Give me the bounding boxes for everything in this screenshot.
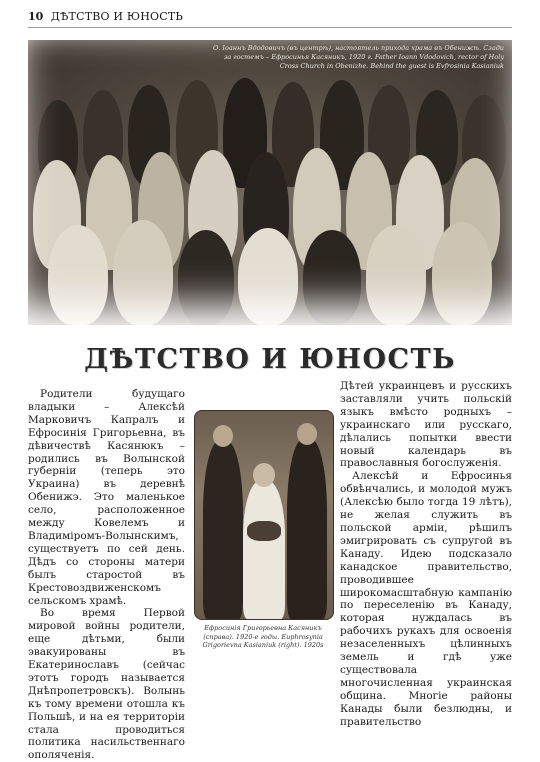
paragraph: Алексѣй и Ефросинья обвѣнчались, и молодой мужъ (Алексѣю было тогда 19 лѣтъ), не желая служить въ польской арміи, рѣшилъ эмигрировать съ супругой въ Канаду. Идею подсказало канадское правительство, проводившее широкомасштабную кампанію по переселенію въ Канаду, которая нуждалась въ рабочихъ рукахъ для освоенія незаселенныхъ цѣлинныхъ земель и гдѣ уже существовала многочисленная украинская община. Многіе районы Канады были безлюдны, и правительство: [340, 470, 512, 728]
right-text-column: [340, 380, 512, 728]
header-divider: [28, 27, 512, 28]
page-number: 10: [28, 10, 44, 23]
paragraph: Дѣтей украинцевъ и русскихъ заставляли учить польскій языкъ вмѣсто родныхъ – украинскаго или русскаго, дѣлались попытки ввести новый календарь въ православныя богослуженія.: [340, 380, 512, 470]
paragraph: Во время Первой мировой войны родители, еще дѣтьми, были эвакуированы въ Екатеринославъ (сейчас этотъ городъ называется Днѣпропетровскъ). Волынь къ тому времени отошла къ Польшѣ, и на ея территоріи стала проводиться политика насильственнаго ополяченія.: [28, 607, 185, 762]
running-title: ДѢТСТВО И ЮНОСТЬ: [50, 10, 184, 23]
paragraph: Родители будущаго владыки – Алексѣй Марковичъ Капралъ и Ефросинія Григорьевна, въ дѣвичествѣ Касянюкъ – родились въ Волынской губерніи (теперь это Украина) въ деревнѣ Обенижэ. Это маленькое село, расположенное между Ковелемъ и Владиміромъ-Волынскимъ, существуетъ по сей день. Дѣдъ со стороны матери былъ старостой въ Крестовоздвиженскомъ сельскомъ храмѣ.: [28, 388, 185, 607]
section-title: ДѢТСТВО И ЮНОСТЬ: [84, 344, 456, 375]
family-photo: [194, 410, 334, 620]
family-photo-caption: Ефросинія Григорьевна Касяникъ (справа). 1920-е годы. Euphrosynia Grigorievna Kasianiuk (right). 1920s: [202, 624, 324, 649]
group-photo: [28, 40, 512, 325]
running-header: [28, 10, 512, 26]
left-text-column: [28, 388, 185, 762]
group-photo-caption: О. Іоаннъ Вдодовичъ (въ центрѣ), настоятель прихода храма въ Обенижѣ. Сзади за гостемъ – Ефросинья Касяникъ, 1920 г. Father Ioann Vdodovich, rector of Holy Cross Church in Obenizhe. Behind the guest is Evfrosinia Kasianiuk: [212, 44, 504, 70]
